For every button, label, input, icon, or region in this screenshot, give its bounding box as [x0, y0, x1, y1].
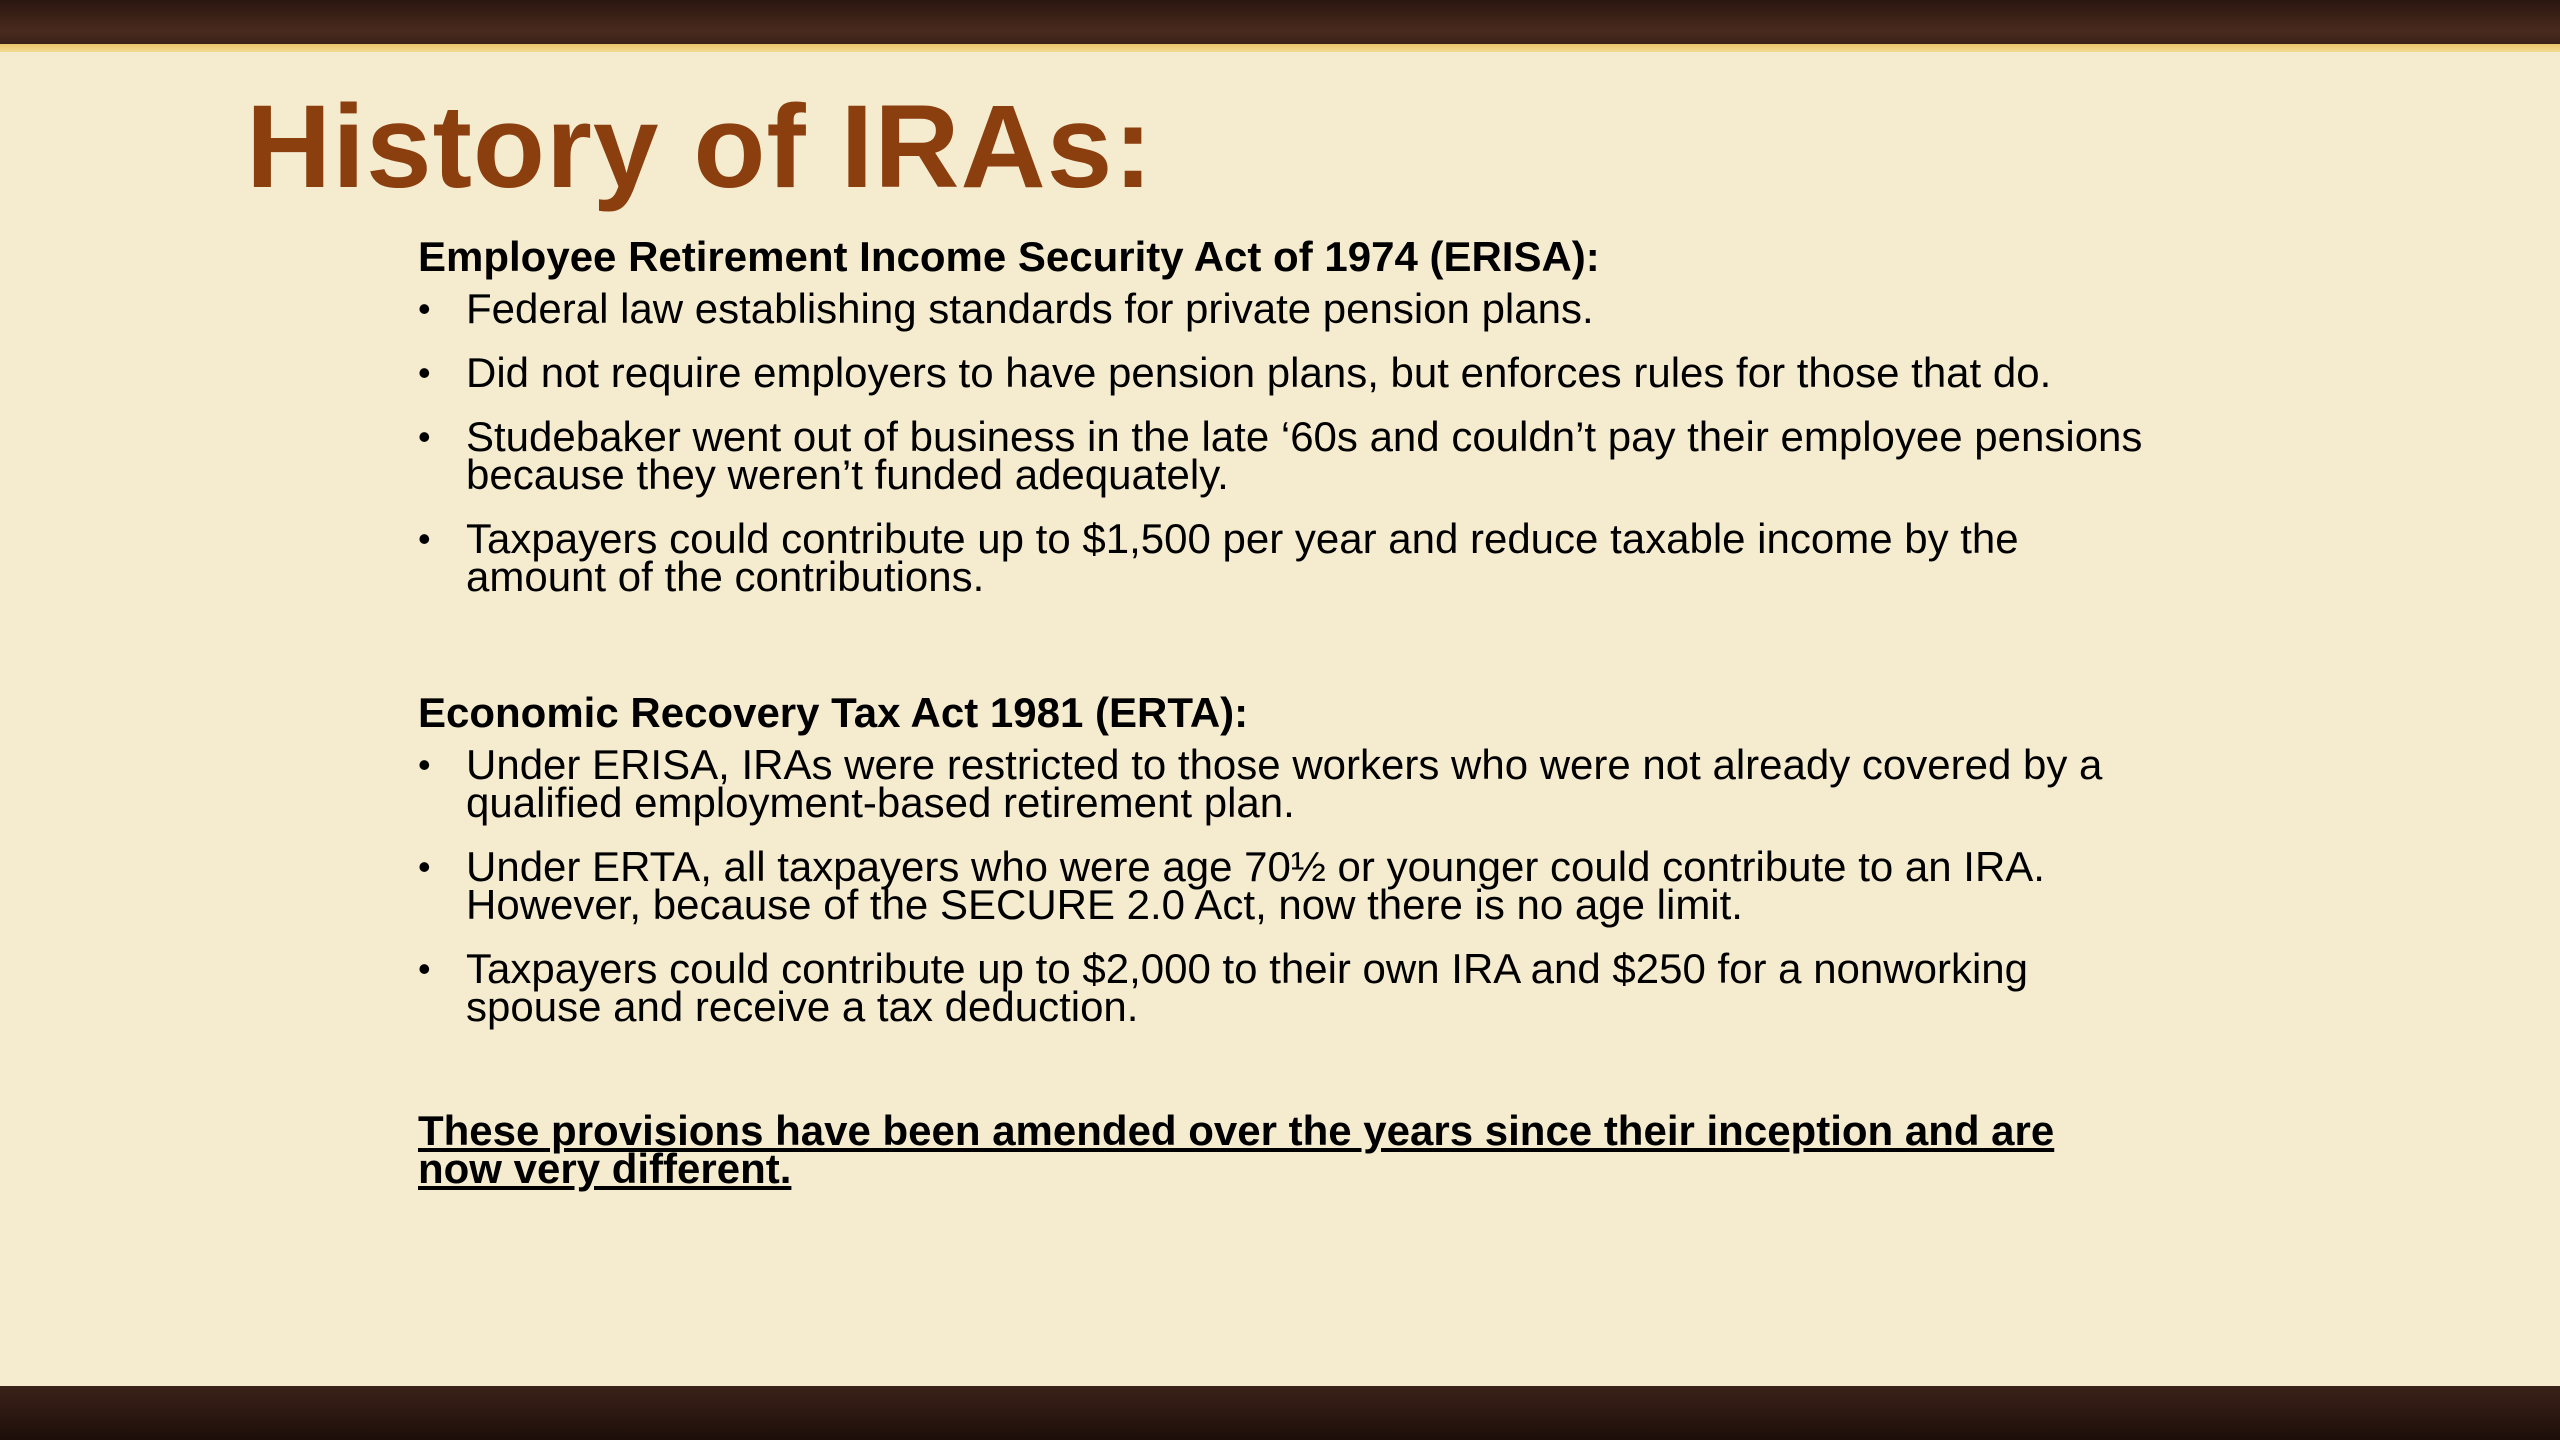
- bullet-text: Under ERTA, all taxpayers who were age 70½ or younger could contribute to an IRA. However, because of the SECURE 2.0 Act, now there is no age limit.: [466, 843, 2045, 928]
- bullet-icon: •: [418, 352, 431, 393]
- bullet-icon: •: [418, 846, 431, 887]
- section-heading-erta: Economic Recovery Tax Act 1981 (ERTA):: [418, 689, 1249, 736]
- bullet-icon: •: [418, 948, 431, 989]
- top-accent-rule: [0, 44, 2560, 52]
- slide-content: [418, 228, 2148, 1192]
- section-spacer: [418, 622, 2148, 684]
- bullet-list-erisa: [418, 285, 2148, 600]
- bottom-border-bar: [0, 1386, 2560, 1440]
- bullet-icon: •: [418, 288, 431, 329]
- section-spacer: [418, 1052, 2148, 1112]
- bullet-text: Taxpayers could contribute up to $1,500 per year and reduce taxable income by the amount of the contributions.: [466, 515, 2019, 600]
- slide-title: History of IRAs:: [246, 81, 1154, 213]
- top-border-bar: [0, 0, 2560, 44]
- bullet-list-erta: [418, 741, 2148, 1030]
- bullet-icon: •: [418, 518, 431, 559]
- section-heading-erisa: Employee Retirement Income Security Act of 1974 (ERISA):: [418, 233, 1600, 280]
- bullet-icon: •: [418, 744, 431, 785]
- list-item: [418, 515, 2148, 600]
- bullet-icon: •: [418, 416, 431, 457]
- closing-note: These provisions have been amended over the years since their inception and are now very different.: [418, 1107, 2055, 1192]
- list-item: [418, 349, 2148, 396]
- bullet-text: Under ERISA, IRAs were restricted to those workers who were not already covered by a qualified employment-based retirement plan.: [466, 741, 2103, 826]
- list-item: [418, 285, 2148, 332]
- list-item: [418, 945, 2148, 1030]
- list-item: [418, 741, 2148, 826]
- bullet-text: Taxpayers could contribute up to $2,000 to their own IRA and $250 for a nonworking spouse and receive a tax deduction.: [466, 945, 2028, 1030]
- bullet-text: Federal law establishing standards for private pension plans.: [466, 285, 1594, 332]
- list-item: [418, 413, 2148, 498]
- bullet-text: Studebaker went out of business in the late ‘60s and couldn’t pay their employee pensions because they weren’t funded adequately.: [466, 413, 2143, 498]
- bullet-text: Did not require employers to have pension plans, but enforces rules for those that do.: [466, 349, 2052, 396]
- list-item: [418, 843, 2148, 928]
